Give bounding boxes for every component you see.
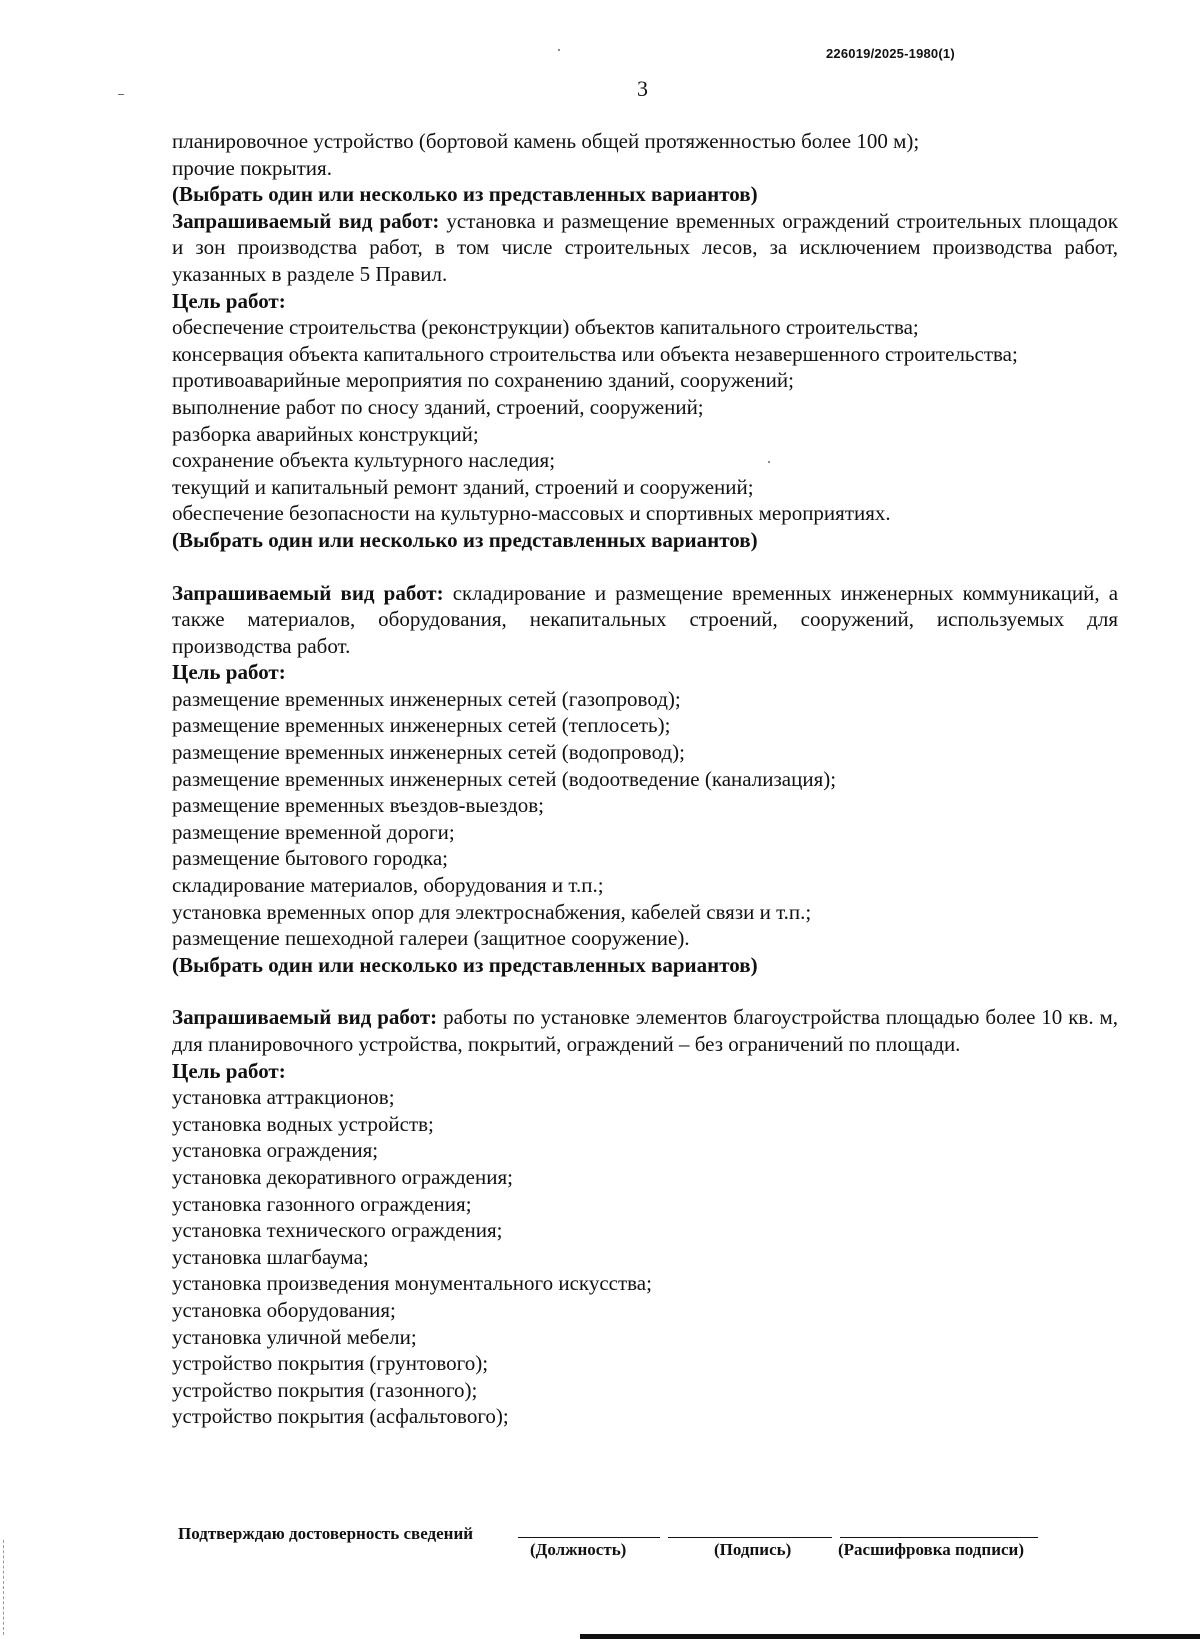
- goal-item: размещение временных инженерных сетей (водоотведение (канализация);: [172, 766, 837, 791]
- scan-edge-left: [3, 1540, 5, 1635]
- goal-item: устройство покрытия (асфальтового);: [172, 1404, 509, 1429]
- goal-item: установка произведения монументального искусства;: [172, 1271, 652, 1296]
- work-type-label: Запрашиваемый вид работ:: [172, 1005, 438, 1030]
- goal-item: консервация объекта капитального строительства или объекта незавершенного строительства;: [172, 341, 1018, 366]
- signature-caption: (Подпись): [714, 1540, 792, 1559]
- goal-item: установка временных опор для электроснабжения, кабелей связи и т.п.;: [172, 899, 812, 924]
- goal-item: текущий и капитальный ремонт зданий, строений и сооружений;: [172, 474, 754, 499]
- goal-item: установка водных устройств;: [172, 1111, 434, 1136]
- choose-note: (Выбрать один или несколько из представленных вариантов): [172, 527, 758, 552]
- goal-item: установка газонного ограждения;: [172, 1191, 472, 1216]
- goal-item: установка технического ограждения;: [172, 1218, 503, 1243]
- page-number: 3: [637, 76, 648, 101]
- goal-item: установка шлагбаума;: [172, 1244, 369, 1269]
- scan-speck: [768, 461, 770, 463]
- work-type-label: Запрашиваемый вид работ:: [172, 580, 444, 605]
- choose-note: (Выбрать один или несколько из представленных вариантов): [172, 952, 758, 977]
- section-gap: [172, 978, 1118, 1004]
- goal-item: размещение бытового городка;: [172, 846, 448, 871]
- goal-item: установка аттракционов;: [172, 1085, 395, 1110]
- scan-edge-bottom: [580, 1634, 1200, 1639]
- goal-item: размещение временных инженерных сетей (теплосеть);: [172, 713, 671, 738]
- goal-item: размещение временных инженерных сетей (газопровод);: [172, 686, 681, 711]
- signature-blank-line: [668, 1537, 832, 1538]
- goal-item: размещение временной дороги;: [172, 819, 455, 844]
- confirm-text: Подтверждаю достоверность сведений: [178, 1524, 474, 1543]
- goal-item: противоаварийные мероприятия по сохранению зданий, сооружений;: [172, 368, 794, 393]
- document-number: 226019/2025-1980(1): [826, 46, 955, 61]
- work-type-label: Запрашиваемый вид работ:: [172, 208, 440, 233]
- work-type-paragraph: [172, 1004, 1118, 1057]
- goal-item: установка ограждения;: [172, 1138, 379, 1163]
- text-line: планировочное устройство (бортовой камень общей протяженностью более 100 м);: [172, 129, 920, 153]
- goal-item: обеспечение строительства (реконструкции) объектов капитального строительства;: [172, 315, 919, 340]
- goal-label: Цель работ:: [172, 1058, 286, 1083]
- work-type-text: складирование и размещение временных инженерных коммуникаций, а также материалов, оборудования, некапитальных строений, сооружений, используемых для производства работ.: [172, 580, 1119, 658]
- goal-item: обеспечение безопасности на культурно-массовых и спортивных мероприятиях.: [172, 501, 891, 526]
- goal-item: сохранение объекта культурного наследия;: [172, 448, 556, 473]
- goal-item: складирование материалов, оборудования и т.п.;: [172, 873, 604, 898]
- goal-item: размещение временных инженерных сетей (водопровод);: [172, 740, 685, 765]
- choose-note: (Выбрать один или несколько из представленных вариантов): [172, 182, 758, 207]
- document-body: [172, 128, 1118, 1430]
- goal-item: установка оборудования;: [172, 1297, 396, 1322]
- scan-speck: [558, 49, 560, 51]
- scan-speck: [118, 94, 124, 95]
- position-blank-line: [518, 1537, 660, 1538]
- text-line: прочие покрытия.: [172, 155, 332, 180]
- goal-item: установка уличной мебели;: [172, 1324, 417, 1349]
- name-blank-line: [840, 1537, 1038, 1538]
- work-type-paragraph: [172, 580, 1118, 660]
- goal-item: размещение пешеходной галереи (защитное сооружение).: [172, 926, 690, 951]
- goal-item: устройство покрытия (грунтового);: [172, 1351, 489, 1376]
- name-decode-caption: (Расшифровка подписи): [838, 1540, 1024, 1559]
- goal-item: устройство покрытия (газонного);: [172, 1377, 478, 1402]
- work-type-text: работы по установке элементов благоустройства площадью более 10 кв. м, для планировочного устройства, покрытий, ограждений – без ограничений по площади.: [172, 1005, 1119, 1056]
- section-gap: [172, 554, 1118, 580]
- goal-label: Цель работ:: [172, 660, 286, 685]
- goal-item: выполнение работ по сносу зданий, строений, сооружений;: [172, 394, 704, 419]
- goal-item: установка декоративного ограждения;: [172, 1164, 513, 1189]
- goal-item: размещение временных въездов-выездов;: [172, 793, 544, 818]
- position-caption: (Должность): [530, 1540, 627, 1559]
- work-type-paragraph: [172, 208, 1118, 288]
- goal-label: Цель работ:: [172, 288, 286, 313]
- goal-item: разборка аварийных конструкций;: [172, 421, 479, 446]
- work-type-text: установка и размещение временных ограждений строительных площадок и зон производства работ, в том числе строительных лесов, за исключением производства работ, указанных в разделе 5 Правил.: [172, 208, 1118, 286]
